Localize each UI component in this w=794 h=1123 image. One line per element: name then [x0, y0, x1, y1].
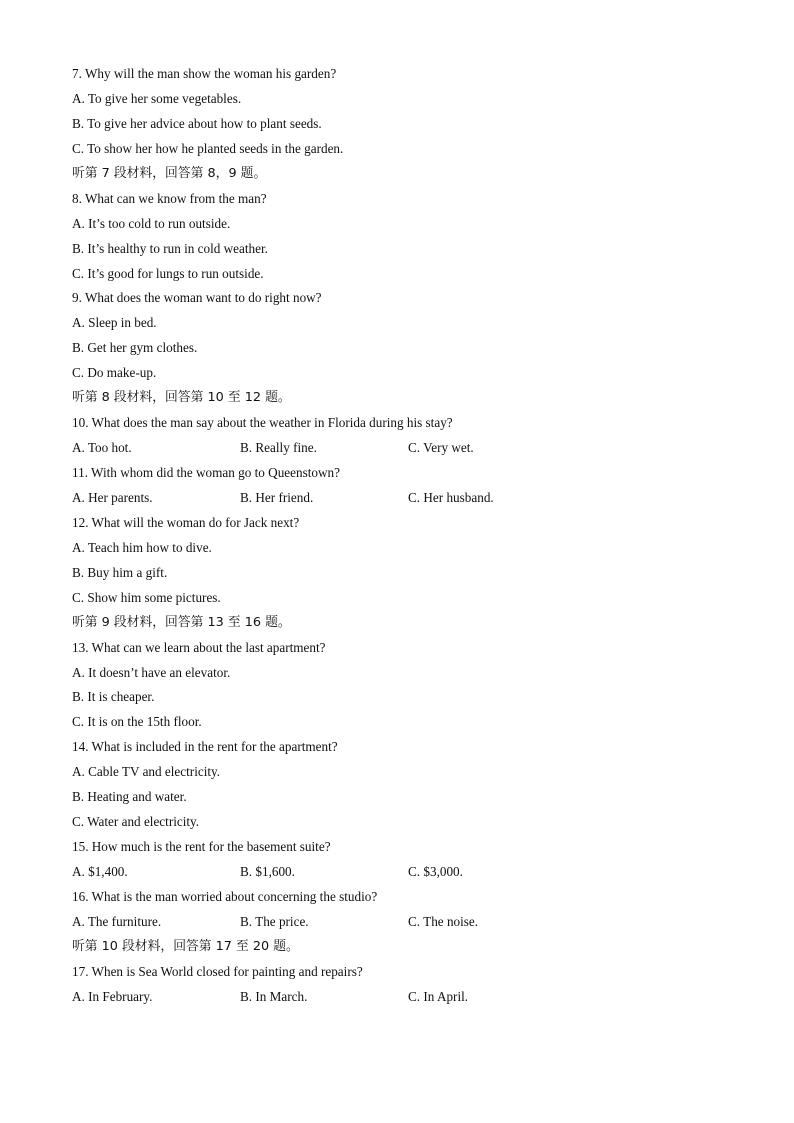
question-13-stem: 13. What can we learn about the last apartment?	[72, 639, 326, 655]
question-15-option-c: C. $3,000.	[408, 864, 463, 879]
question-12-option-a: A. Teach him how to dive.	[72, 539, 212, 555]
section-8-instruction: 听第 8 段材料，回答第 10 至 12 题。	[72, 390, 291, 406]
question-10-option-c: C. Very wet.	[408, 440, 474, 456]
question-11-option-b: B. Her friend.	[240, 489, 314, 505]
question-17-option-c: C. In April.	[408, 988, 469, 1004]
question-10-options	[72, 436, 732, 461]
question-13-option-b: B. It is cheaper.	[72, 689, 155, 705]
question-16-stem: 16. What is the man worried about concerning the studio?	[72, 888, 378, 904]
question-14-option-c: C. Water and electricity.	[72, 814, 200, 830]
question-13-option-a: A. It doesn’t have an elevator.	[72, 664, 231, 680]
question-15-stem: 15. How much is the rent for the basement suite?	[72, 839, 331, 855]
question-11-option-c: C. Her husband.	[408, 489, 494, 505]
question-8-option-a: A. It’s too cold to run outside.	[72, 215, 231, 231]
question-17-option-a: A. In February.	[72, 988, 153, 1004]
question-11-options	[72, 486, 732, 511]
question-7-option-b: B. To give her advice about how to plant seeds.	[72, 115, 322, 131]
section-9-instruction: 听第 9 段材料，回答第 13 至 16 题。	[72, 614, 291, 630]
question-14-option-a: A. Cable TV and electricity.	[72, 764, 221, 780]
question-17-option-b: B. In March.	[240, 988, 308, 1004]
question-14-option-b: B. Heating and water.	[72, 789, 187, 805]
question-17-stem: 17. When is Sea World closed for painting and repairs?	[72, 963, 363, 979]
question-10-option-a: A. Too hot.	[72, 440, 132, 456]
question-9-stem: 9. What does the woman want to do right now?	[72, 290, 322, 306]
question-16-option-c: C. The noise.	[408, 913, 479, 929]
question-8-stem: 8. What can we know from the man?	[72, 190, 267, 206]
question-9-option-a: A. Sleep in bed.	[72, 315, 157, 331]
question-13-option-c: C. It is on the 15th floor.	[72, 714, 202, 730]
question-7-option-c: C. To show her how he planted seeds in the garden.	[72, 140, 344, 156]
question-8-option-c: C. It’s good for lungs to run outside.	[72, 265, 264, 281]
section-7-instruction: 听第 7 段材料，回答第 8，9 题。	[72, 165, 267, 181]
question-17-options	[72, 985, 732, 1010]
question-10-option-b: B. Really fine.	[240, 440, 317, 456]
question-16-option-b: B. The price.	[240, 913, 309, 929]
question-16-option-a: A. The furniture.	[72, 913, 162, 929]
question-16-options	[72, 910, 732, 935]
question-10-stem: 10. What does the man say about the weather in Florida during his stay?	[72, 415, 453, 431]
question-11-option-a: A. Her parents.	[72, 489, 153, 505]
question-9-option-c: C. Do make-up.	[72, 365, 157, 381]
question-15-option-b: B. $1,600.	[240, 864, 295, 879]
question-12-option-b: B. Buy him a gift.	[72, 564, 168, 580]
question-12-option-c: C. Show him some pictures.	[72, 589, 221, 605]
exam-page	[72, 62, 732, 1010]
question-11-stem: 11. With whom did the woman go to Queenstown?	[72, 465, 340, 480]
question-9-option-b: B. Get her gym clothes.	[72, 340, 198, 356]
question-15-option-a: A. $1,400.	[72, 864, 128, 879]
question-12-stem: 12. What will the woman do for Jack next?	[72, 514, 300, 530]
question-7-stem: 7. Why will the man show the woman his garden?	[72, 66, 337, 81]
question-14-stem: 14. What is included in the rent for the apartment?	[72, 739, 338, 755]
question-8-option-b: B. It’s healthy to run in cold weather.	[72, 240, 268, 256]
section-10-instruction: 听第 10 段材料，回答第 17 至 20 题。	[72, 938, 299, 954]
question-15-options	[72, 860, 732, 885]
question-7-option-a: A. To give her some vegetables.	[72, 90, 242, 106]
